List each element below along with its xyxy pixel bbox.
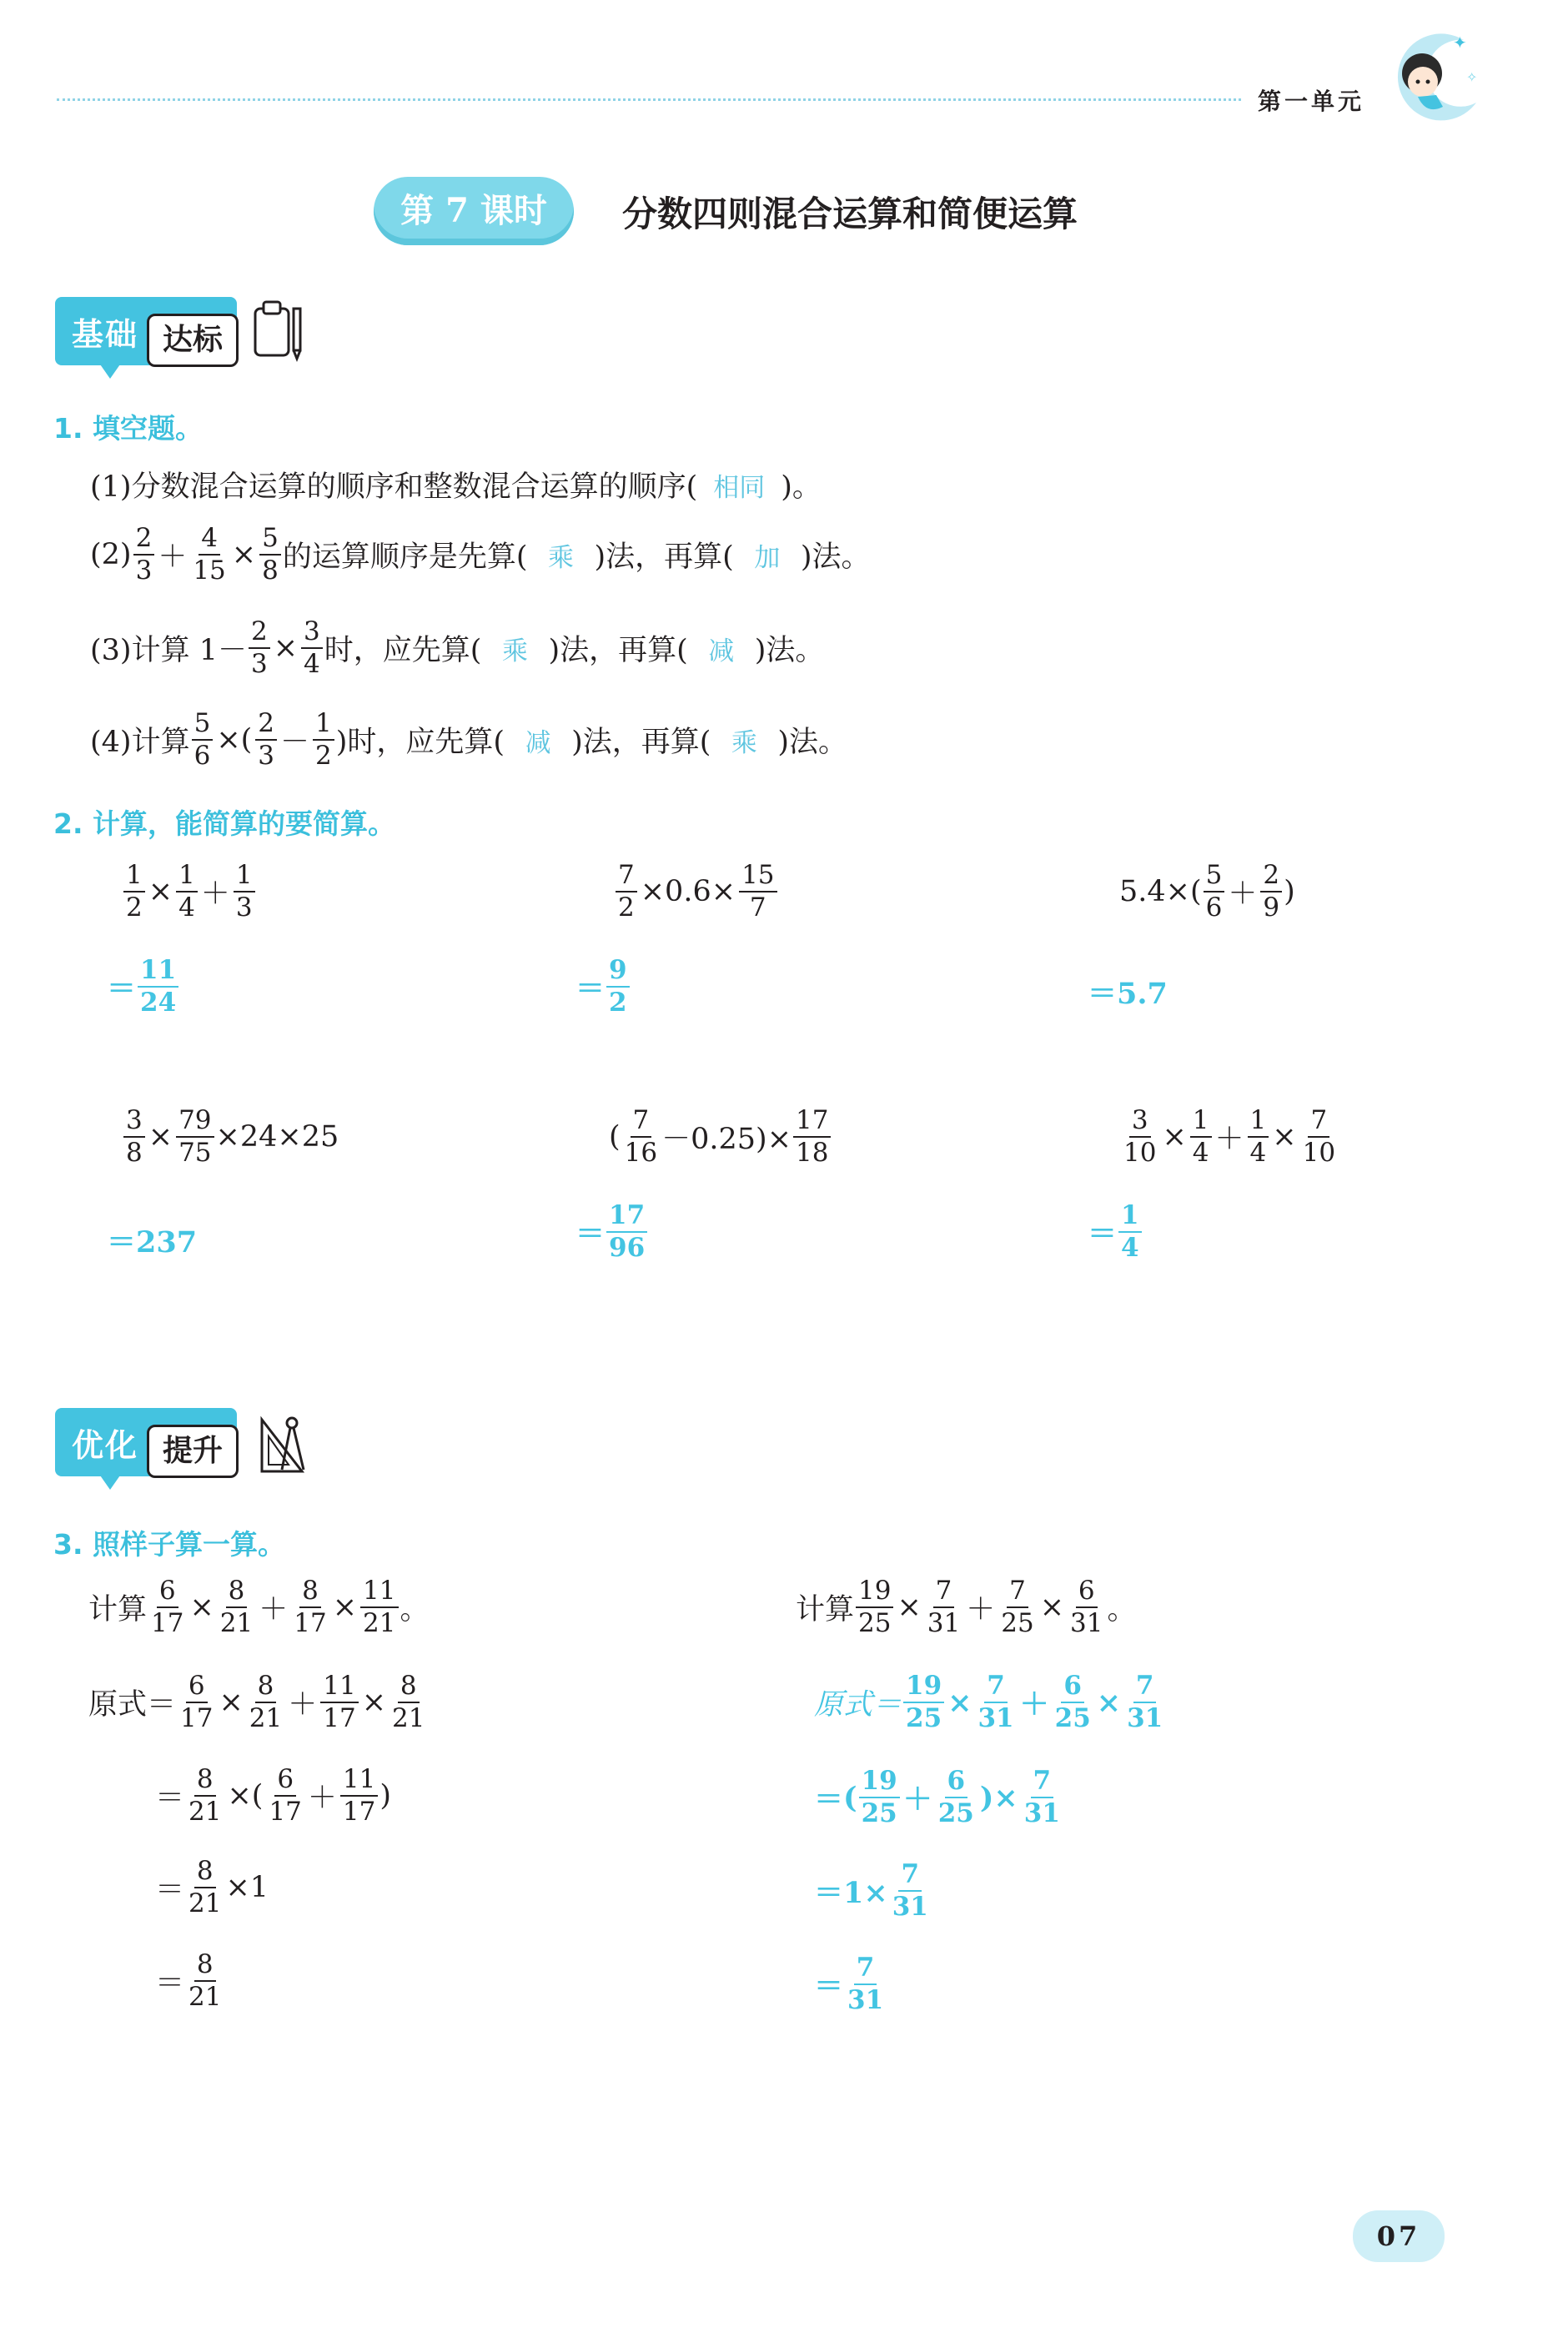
q1-l4-answer-1: 减: [525, 727, 551, 758]
q2-answer-6: ＝ $\frac{1}{4}$: [1088, 1203, 1143, 1261]
q2-problem-5: ( $\frac{7}{16}$ －0.25)× $\frac{17}{18}$: [609, 1108, 832, 1166]
q1-l3-answer-1: 乘: [501, 636, 528, 666]
q1-line-3: (3)计算 1－ $\frac{2}{3}$ × $\frac{3}{4}$ 时，应先算( 乘 )法，再算( 减 )法。: [90, 616, 825, 679]
q3-left-step-1: 原式＝ $\frac{6}{17}$ × $\frac{8}{21}$ ＋ $\frac{11}{17}$ × $\frac{8}{21}$: [88, 1671, 425, 1733]
q2-answer-3: ＝5.7: [1088, 977, 1168, 1011]
section-basic-label-1: 基础: [72, 316, 139, 353]
q1-l3-mid2: )法，再算(: [548, 634, 688, 667]
section-advanced-label-1: 优化: [72, 1427, 139, 1464]
q1-l3-prefix: (3)计算 1－: [90, 634, 247, 667]
q2-problem-3: 5.4×( $\frac{5}{6}$ ＋ $\frac{2}{9}$ ): [1119, 860, 1295, 923]
q1-l4-answer-2: 乘: [731, 727, 757, 758]
q1-l3-end: )法。: [754, 634, 825, 667]
clipboard-pencil-icon: [250, 297, 309, 364]
unit-label: 第一单元: [1258, 88, 1365, 115]
q2-answer-5: ＝ $\frac{17}{96}$: [575, 1203, 649, 1261]
q1-l1-end: )。: [781, 470, 822, 504]
q1-l2-mid: 的运算顺序是先算(: [282, 540, 528, 574]
q1-line-2: (2) $\frac{2}{3}$ ＋ $\frac{4}{15}$ × $\frac{5}{8}$ 的运算顺序是先算( 乘 )法，再算( 加 )法。: [90, 523, 871, 586]
fraction: $\frac{2}{3}$: [249, 619, 270, 677]
q2-answer-4: ＝237: [107, 1225, 198, 1259]
q1-l2-prefix: (2): [90, 538, 132, 571]
ruler-compass-icon: [255, 1411, 314, 1478]
q1-l4-mid: )时，应先算(: [335, 726, 505, 759]
q3-left-step-4: ＝ $\frac{8}{21}$: [155, 1949, 222, 2012]
header-divider: [57, 98, 1241, 101]
q1-l3-answer-2: 减: [708, 636, 735, 666]
q1-l4-mid2: )法，再算(: [571, 726, 711, 759]
q3-heading: 3. 照样子算一算。: [53, 1528, 285, 1561]
girl-moon-illustration: [1385, 23, 1493, 132]
q2-answer-2: ＝ $\frac{9}{2}$: [575, 958, 631, 1016]
q2-answer-1: ＝ $\frac{11}{24}$: [107, 958, 180, 1016]
q3-right-step-1: 原式＝ $\frac{19}{25}$ × $\frac{7}{31}$ ＋ $\frac{6}{25}$ × $\frac{7}{31}$: [814, 1671, 1163, 1733]
q1-l1-answer: 相同: [713, 472, 766, 503]
fraction: $\frac{3}{4}$: [301, 619, 323, 677]
svg-text:✧: ✧: [1466, 69, 1478, 85]
fraction: $\frac{5}{8}$: [259, 525, 281, 584]
page-number: 07: [1353, 2210, 1445, 2262]
lesson-number-pill: 第 7 课时: [374, 177, 574, 245]
q2-heading: 2. 计算，能简算的要简算。: [53, 807, 395, 840]
q2-problem-6: $\frac{3}{10}$ × $\frac{1}{4}$ ＋ $\frac{1}{4}$ × $\frac{7}{10}$: [1123, 1105, 1336, 1168]
q1-l2-answer-2: 加: [754, 542, 781, 573]
q1-line-1: [90, 464, 822, 505]
svg-text:✦: ✦: [1453, 33, 1467, 53]
section-basic-label-2: 达标: [147, 314, 239, 367]
q1-l2-mid2: )法，再算(: [594, 540, 734, 574]
fraction: $\frac{4}{15}$: [193, 523, 226, 586]
q1-l1-text: (1)分数混合运算的顺序和整数混合运算的顺序(: [90, 470, 698, 504]
q1-l4-end: )法。: [777, 726, 848, 759]
q1-line-4: (4)计算 $\frac{5}{6}$ ×( $\frac{2}{3}$ － $\frac{1}{2}$ )时，应先算( 减 )法，再算( 乘 )法。: [90, 708, 848, 771]
section-badge-basic: [55, 297, 243, 387]
fraction: $\frac{5}{6}$: [192, 711, 214, 769]
q2-problem-2: $\frac{7}{2}$ ×0.6× $\frac{15}{7}$: [614, 862, 779, 921]
section-badge-advanced: [55, 1408, 243, 1498]
q3-right-step-4: ＝ $\frac{7}{31}$: [814, 1953, 884, 2015]
q1-l2-answer-1: 乘: [548, 542, 574, 573]
lesson-title: 分数四则混合运算和简便运算: [622, 194, 1078, 234]
q1-l3-mid: 时，应先算(: [324, 634, 482, 667]
q1-l2-end: )法。: [800, 540, 871, 574]
fraction: $\frac{2}{3}$: [133, 525, 155, 584]
q3-right-intro: 计算 $\frac{19}{25}$ × $\frac{7}{31}$ ＋ $\frac{7}{25}$ × $\frac{6}{31}$ 。: [796, 1576, 1137, 1638]
q2-problem-4: $\frac{3}{8}$ × $\frac{79}{75}$ ×24×25: [122, 1108, 339, 1166]
fraction: $\frac{1}{2}$: [313, 711, 334, 769]
q1-heading: 1. 填空题。: [53, 412, 203, 445]
q3-left-step-2: ＝ $\frac{8}{21}$ ×( $\frac{6}{17}$ ＋ $\frac{11}{17}$ ): [155, 1764, 392, 1827]
q2-problem-1: $\frac{1}{2}$ × $\frac{1}{4}$ ＋ $\frac{1}{3}$: [122, 862, 257, 921]
q3-right-step-3: ＝1× $\frac{7}{31}$: [814, 1859, 928, 1922]
section-advanced-label-2: 提升: [147, 1425, 239, 1478]
q1-l4-prefix: (4)计算: [90, 726, 190, 759]
q3-left-step-3: ＝ $\frac{8}{21}$ ×1: [155, 1856, 269, 1918]
q3-right-step-2: ＝ ( $\frac{19}{25}$ ＋ $\frac{6}{25}$ )× $\frac{7}{31}$: [814, 1766, 1060, 1828]
fraction: $\frac{2}{3}$: [255, 711, 277, 769]
q3-left-intro: 计算 $\frac{6}{17}$ × $\frac{8}{21}$ ＋ $\frac{8}{17}$ × $\frac{11}{21}$ 。: [88, 1576, 430, 1638]
